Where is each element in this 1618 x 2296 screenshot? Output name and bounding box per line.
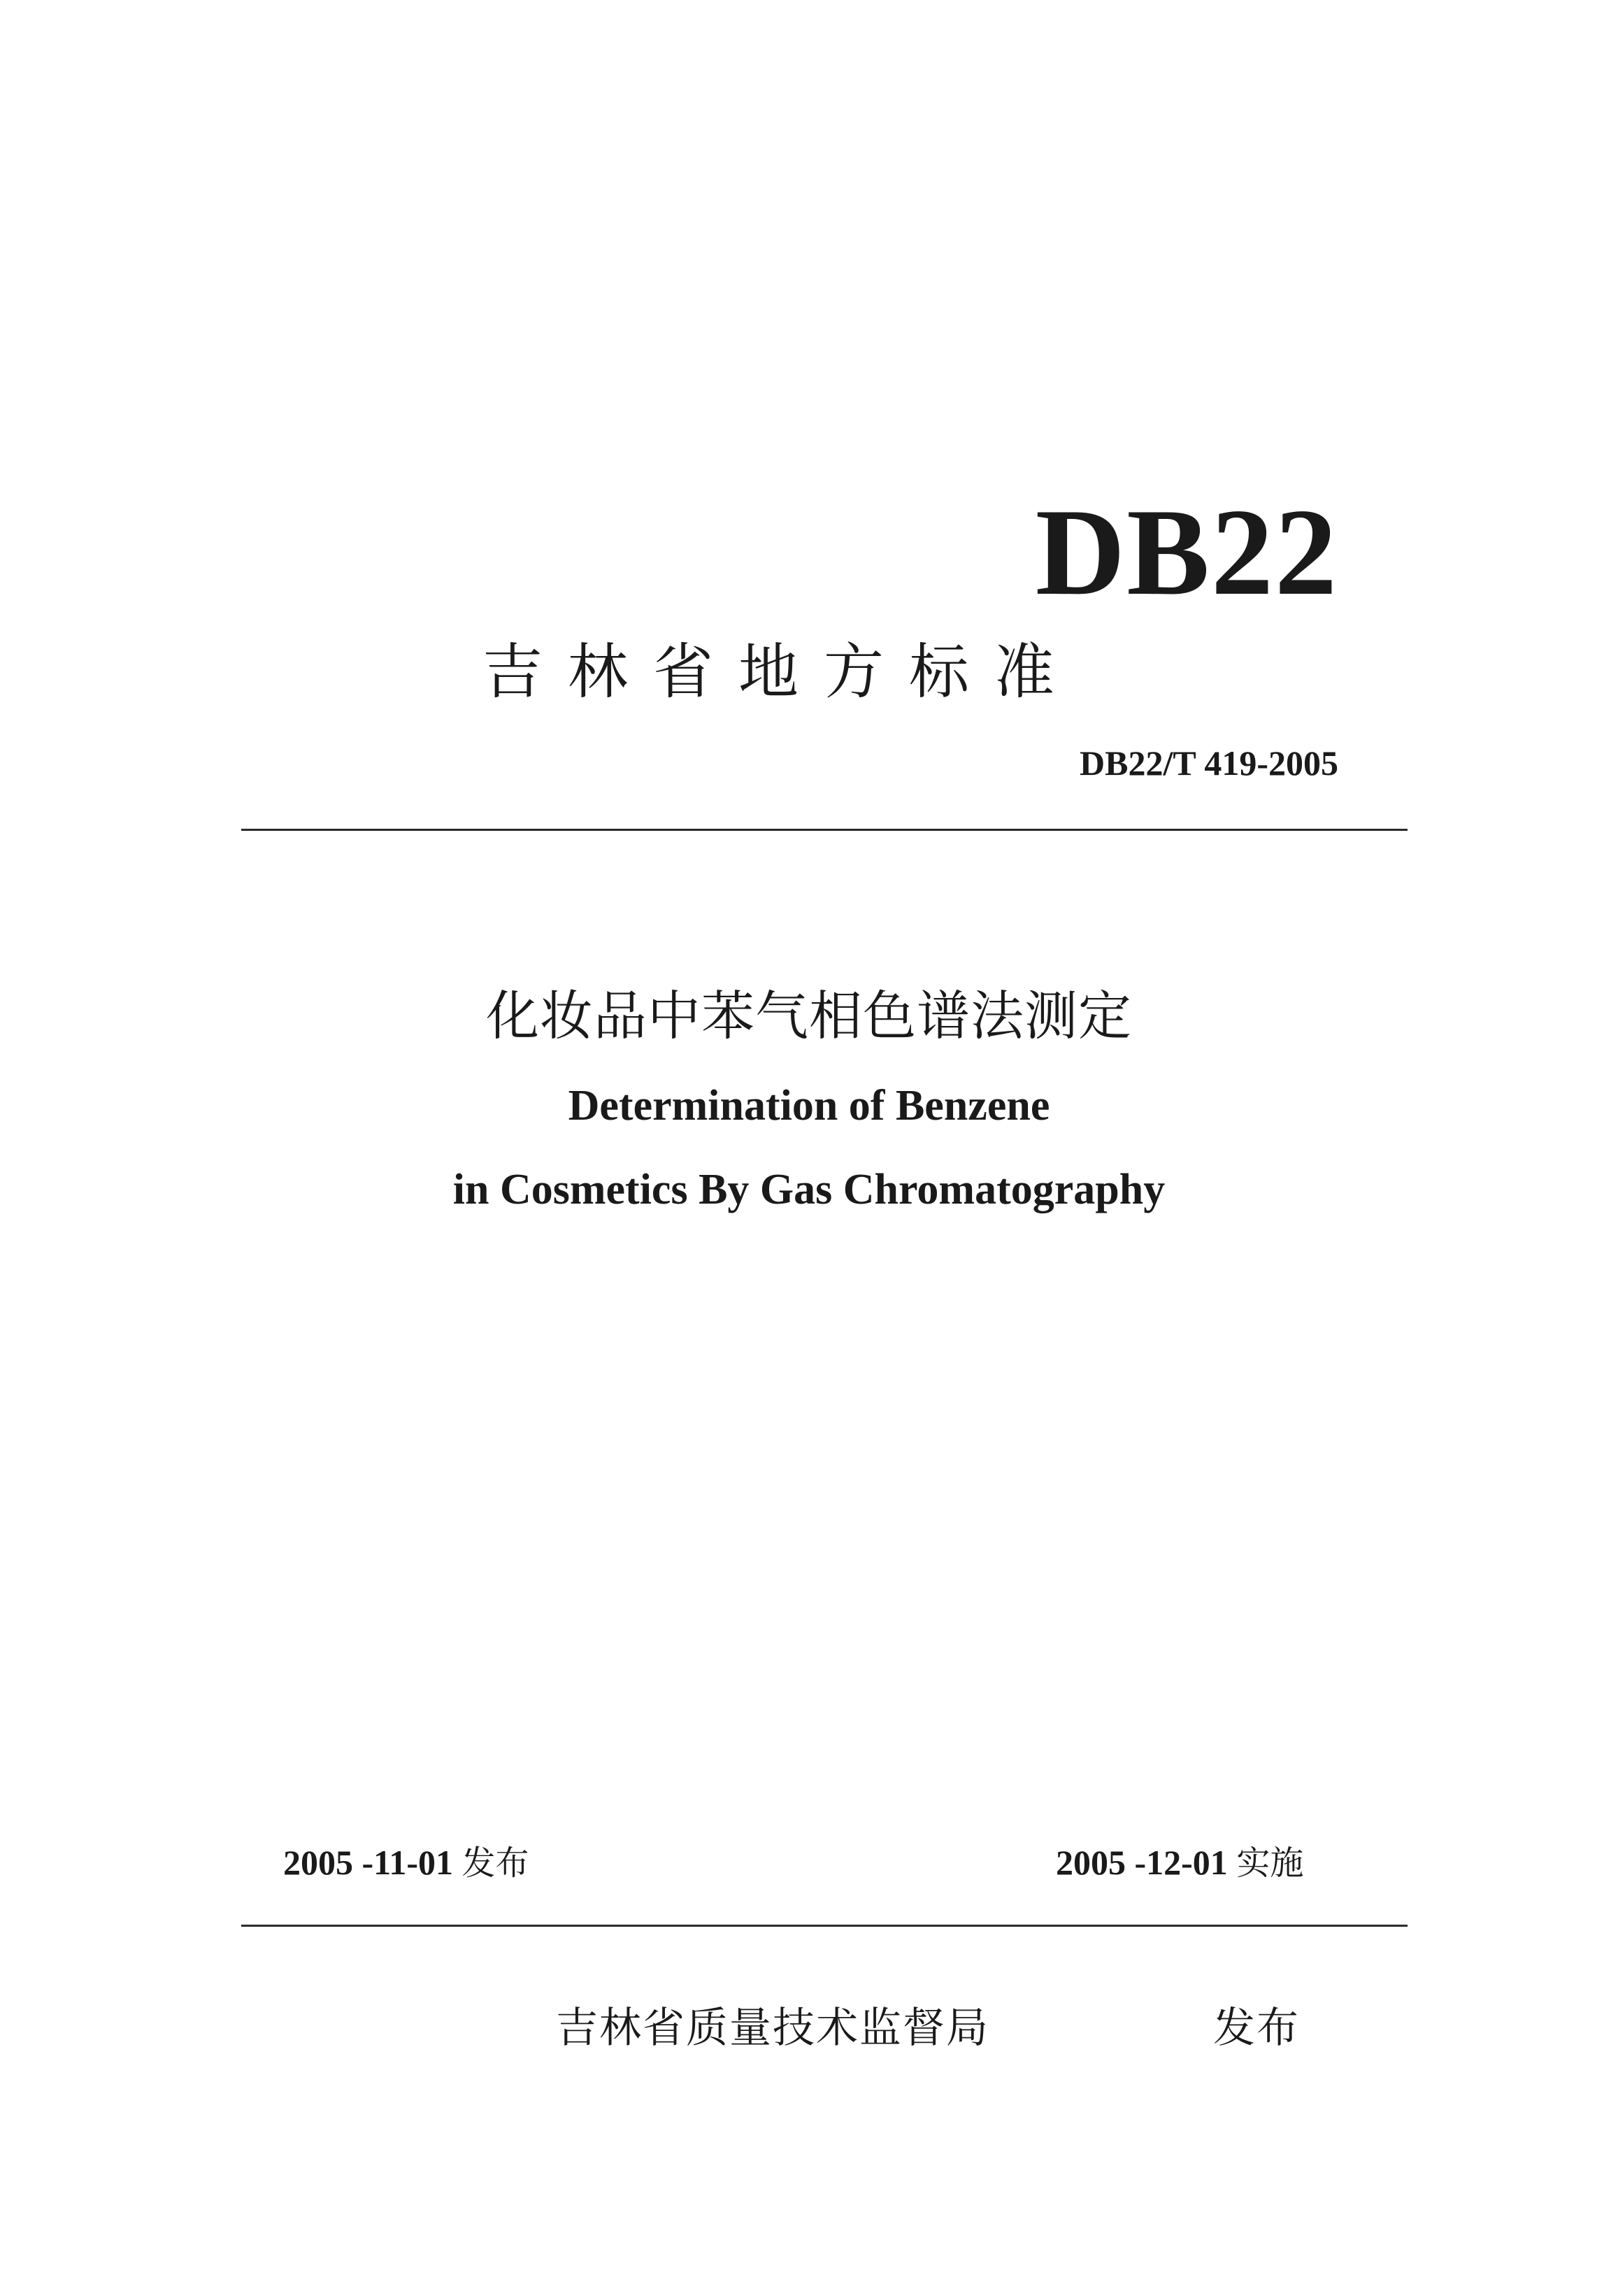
- implement-date-block: [1056, 1843, 1304, 1883]
- top-divider: [241, 829, 1408, 831]
- standard-title: 吉林省地方标准: [482, 637, 1080, 707]
- issuing-authority: 吉林省质量技术监督局: [556, 2004, 989, 2053]
- doc-code: DB22: [1035, 483, 1338, 621]
- standard-number: DB22/T 419-2005: [1080, 743, 1338, 783]
- document-title-zh: 化妆品中苯气相色谱法测定: [486, 985, 1132, 1047]
- bottom-divider: [241, 1925, 1408, 1927]
- implement-label: 实施: [1236, 1844, 1304, 1883]
- issue-date-block: [283, 1843, 529, 1883]
- issue-label: 发布: [461, 1844, 529, 1883]
- document-title-en-line1: Determination of Benzene: [568, 1082, 1050, 1129]
- implement-date: 2005 -12-01: [1056, 1843, 1228, 1882]
- issuing-action: 发布: [1213, 2004, 1300, 2053]
- issue-date: 2005 -11-01: [283, 1843, 454, 1882]
- document-title-en-line2: in Cosmetics By Gas Chromatography: [452, 1166, 1166, 1213]
